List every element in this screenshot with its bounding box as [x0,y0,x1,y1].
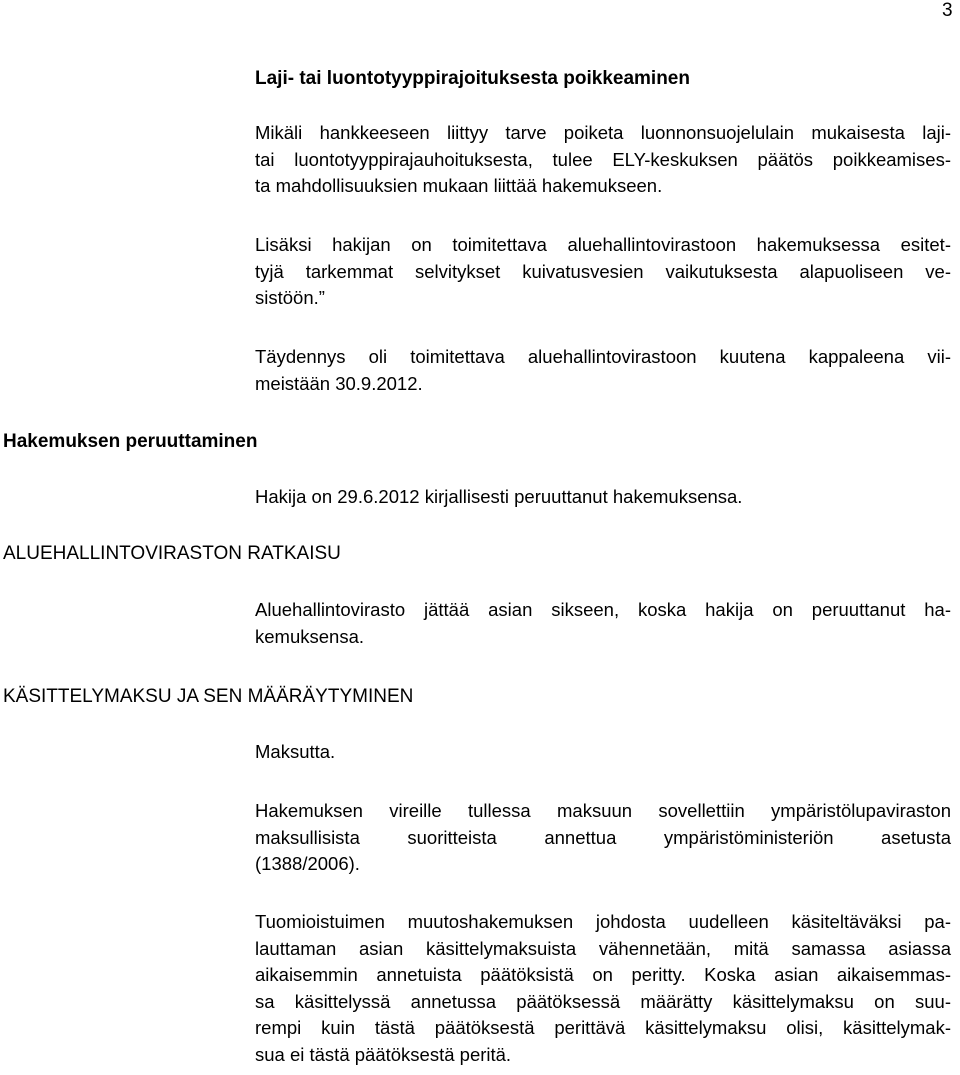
text-line: Hakija on 29.6.2012 kirjallisesti peruuttanut hakemuksensa. [255,486,743,507]
text-line: aikaisemmin annetuista päätöksistä on peritty. Koska asian aikaisemmas- [255,964,951,985]
paragraph-laji-1 [255,120,951,200]
text-line: Täydennys oli toimitettava aluehallintovirastoon kuutena kappaleena vii- [255,346,951,367]
paragraph-kasittelymaksu-2 [255,798,951,878]
text-line: Maksutta. [255,741,336,762]
text-line: maksullisista suoritteista annettua ympäristöministeriön asetusta [255,826,951,848]
text-line: Aluehallintovirasto jättää asian sikseen, koska hakija on peruuttanut ha- [255,599,951,620]
text-line: kemuksensa. [255,625,364,647]
text-line: rempi kuin tästä päätöksestä perittävä käsittelymaksu olisi, käsittelymak- [255,1017,951,1038]
section-heading-ratkaisu: ALUEHALLINTOVIRASTON RATKAISU [3,543,341,564]
text-line: Tuomioistuimen muutoshakemuksen johdosta uudelleen käsiteltäväksi pa- [255,911,951,932]
section-heading-kasittelymaksu: KÄSITTELYMAKSU JA SEN MÄÄRÄYTYMINEN [3,686,414,707]
paragraph-kasittelymaksu-1 [255,739,951,766]
text-line: sa käsittelyssä annetussa päätöksessä määrätty käsittelymaksu on suu- [255,990,951,1012]
text-line: tai luontotyyppirajauhoituksesta, tulee ELY-keskuksen päätös poikkeamises- [255,148,951,170]
text-line: Lisäksi hakijan on toimitettava aluehallintovirastoon hakemuksessa esitet- [255,234,951,255]
page-number: 3 [942,0,953,21]
paragraph-laji-2 [255,232,951,312]
section-heading-peruuttaminen: Hakemuksen peruuttaminen [3,431,258,452]
text-line: sistöön.” [255,287,325,308]
text-line: lauttaman asian käsittelymaksuista vähennetään, mitä samassa asiassa [255,937,951,959]
text-line: tyjä tarkemmat selvitykset kuivatusvesien vaikutuksesta alapuoliseen ve- [255,260,951,282]
text-line: ta mahdollisuuksien mukaan liittää hakemukseen. [255,175,663,196]
text-line: Hakemuksen vireille tullessa maksuun sovellettiin ympäristölupaviraston [255,800,951,821]
text-line: (1388/2006). [255,853,360,874]
paragraph-peruuttaminen-1 [255,484,951,511]
paragraph-laji-3 [255,344,951,397]
paragraph-kasittelymaksu-3 [255,909,951,1068]
section-heading-laji: Laji- tai luontotyyppirajoituksesta poikkeaminen [255,68,690,89]
text-line: sua ei tästä päätöksestä peritä. [255,1043,512,1065]
text-line: meistään 30.9.2012. [255,372,423,394]
text-line: Mikäli hankkeeseen liittyy tarve poiketa luonnonsuojelulain mukaisesta laji- [255,122,951,143]
paragraph-ratkaisu-1 [255,597,951,650]
